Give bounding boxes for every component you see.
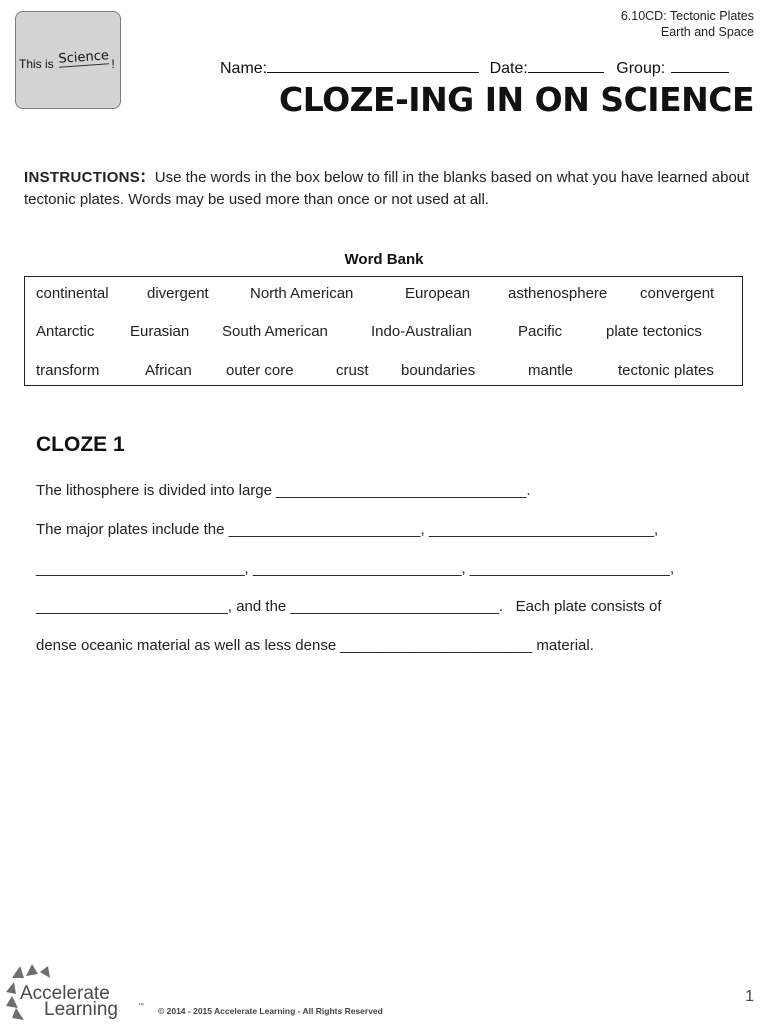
brand-trademark: ™	[138, 1003, 144, 1009]
word-bank-box	[24, 276, 743, 386]
cloze-line: The lithosphere is divided into large ______________________________.	[36, 482, 531, 499]
accelerate-learning-logo	[4, 962, 154, 1022]
cloze-line: _________________________, _________________________, ________________________,	[36, 560, 675, 577]
word-bank-word: asthenosphere	[508, 285, 608, 302]
word-bank-word: plate tectonics	[606, 323, 702, 340]
date-blank[interactable]	[528, 58, 604, 73]
cloze-line: dense oceanic material as well as less dense _______________________ material.	[36, 637, 594, 654]
student-info-row	[220, 58, 729, 78]
word-bank-word: outer core	[226, 362, 294, 379]
word-bank-word: North American	[250, 285, 354, 302]
logo-prefix: This is	[19, 57, 54, 71]
cloze-line: The major plates include the _______________________, ___________________________,	[36, 521, 659, 538]
name-label: Name:	[220, 60, 268, 77]
brand-line2: Learning	[44, 999, 118, 1020]
science-logo-text	[19, 48, 115, 73]
word-bank-word: Pacific	[518, 323, 563, 340]
word-bank-word: transform	[36, 362, 100, 379]
group-label: Group:	[616, 60, 666, 77]
word-bank-word: Eurasian	[130, 323, 190, 340]
word-bank-word: Antarctic	[36, 323, 95, 340]
logo-science-word: Science	[58, 48, 110, 67]
topic-header	[621, 8, 754, 40]
word-bank-word: tectonic plates	[618, 362, 714, 379]
word-bank-word: crust	[336, 362, 369, 379]
group-blank[interactable]	[671, 58, 729, 73]
word-bank-title: Word Bank	[344, 251, 424, 268]
word-bank-word: boundaries	[401, 362, 476, 379]
word-bank-word: South American	[222, 323, 328, 340]
logo-suffix: !	[111, 57, 115, 71]
instructions	[24, 166, 750, 210]
brand-line1: Accelerate	[20, 983, 110, 1004]
cloze-line: _______________________, and the _________________________. Each plate consists of	[36, 598, 662, 615]
copyright: © 2014 - 2015 Accelerate Learning - All Rights Reserved	[158, 1006, 383, 1016]
word-bank-word: European	[405, 285, 471, 302]
page-number: 1	[745, 988, 754, 1005]
word-bank-word: continental	[36, 285, 109, 302]
word-bank-word: convergent	[640, 285, 715, 302]
word-bank-word: divergent	[147, 285, 209, 302]
instructions-label: INSTRUCTIONS	[24, 169, 141, 186]
word-bank-word: mantle	[528, 362, 574, 379]
instructions-text: Use the words in the box below to fill in the blanks based on what you have learned about tectonic plates. Words may be used more than once or not used at all.	[24, 169, 750, 208]
cloze-title: CLOZE 1	[36, 433, 125, 456]
topic-strand: Earth and Space	[660, 25, 754, 39]
name-blank[interactable]	[267, 58, 479, 73]
word-bank-word: Indo-Australian	[371, 323, 472, 340]
word-bank-word: African	[145, 362, 192, 379]
instructions-colon: :	[140, 166, 147, 186]
worksheet-title: CLOZE-ING IN ON SCIENCE	[279, 80, 754, 119]
topic-standard: 6.10CD: Tectonic Plates	[620, 9, 754, 23]
date-label: Date:	[489, 60, 528, 77]
